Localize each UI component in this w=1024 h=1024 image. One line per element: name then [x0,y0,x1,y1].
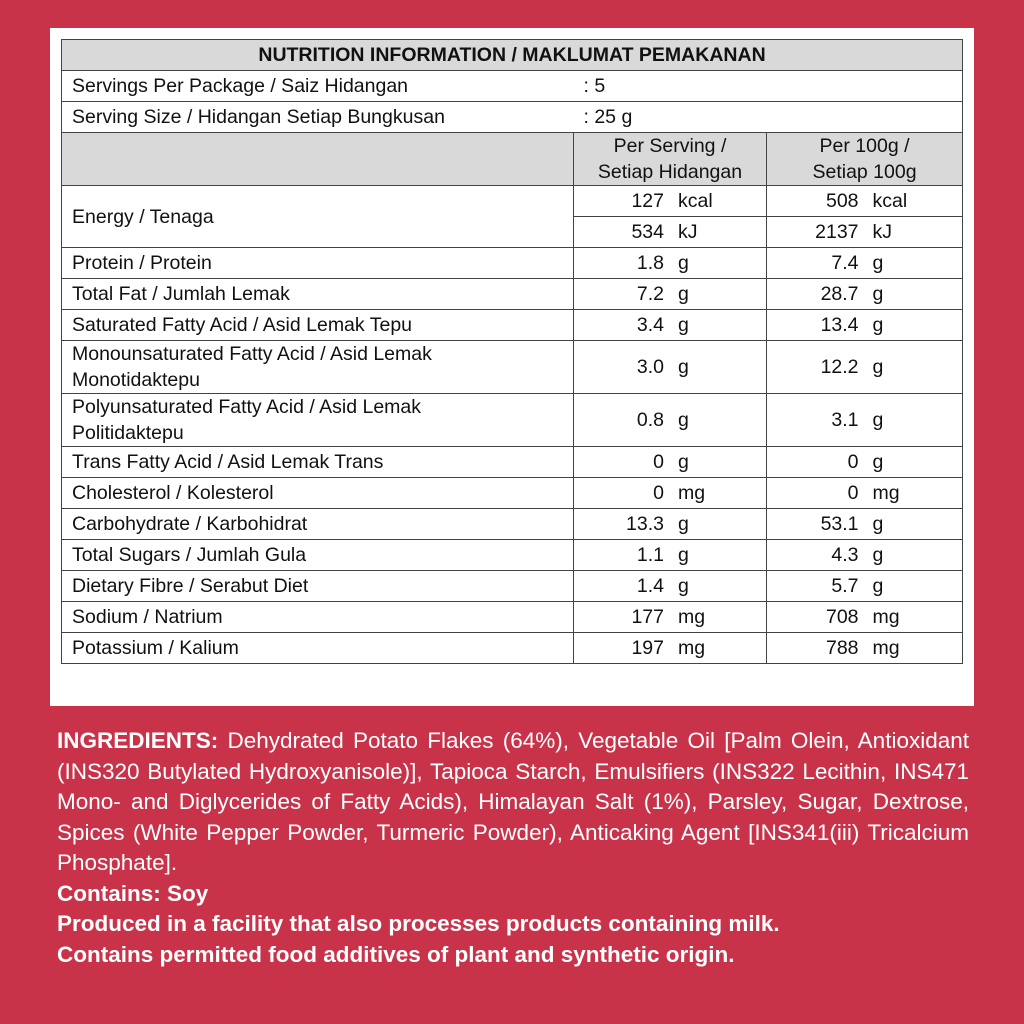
value-number: 2137 [815,221,859,243]
nutrition-table [61,39,963,664]
value-unit: mg [872,606,900,628]
energy-kcal-serving [574,186,767,217]
per-100g-cell [767,447,963,478]
col-header-per-serving [574,133,767,186]
value-unit: g [872,283,884,305]
table-row [62,571,963,602]
ingredients-paragraph [57,726,969,879]
nutrient-label [62,341,574,394]
value-unit: g [872,409,884,431]
per-100g-cell [767,394,963,447]
nutrient-label: Carbohydrate / Karbohidrat [62,509,574,540]
value-number: 0 [847,482,859,504]
per-100g-cell [767,478,963,509]
value-number: 13.3 [626,513,664,535]
per-100g-cell [767,633,963,664]
value-number: 3.0 [636,356,664,378]
per-serving-cell [574,633,767,664]
table-title: NUTRITION INFORMATION / MAKLUMAT PEMAKANAN [62,40,963,71]
ingredients-text: Dehydrated Potato Flakes (64%), Vegetable Oil [Palm Olein, Antioxidant (INS320 Butylated Hydroxyanisole)], Tapioca Starch, Emulsifiers (INS322 Lecithin, INS471 Mono- and Diglycerides of Fatty Acids), Himalayan Salt (1%), Parsley, Sugar, Dextrose, Spices (White Pepper Powder, Turmeric Powder), Anticaking Agent [INS341(iii) Tricalcium Phosphate]. [57,728,969,875]
col-header-per-100g [767,133,963,186]
value-unit: g [678,575,689,597]
ingredients-heading: INGREDIENTS: [57,728,219,753]
energy-kcal-100g [767,186,963,217]
per-serving-cell [574,310,767,341]
value-number: 0 [653,482,664,504]
value-number: 708 [825,606,859,628]
per-serving-cell [574,602,767,633]
value-unit: g [678,283,689,305]
value-number: 788 [825,637,859,659]
table-row [62,540,963,571]
per-100g-cell [767,248,963,279]
nutrient-label [62,394,574,447]
servings-per-package-label: Servings Per Package / Saiz Hidangan [62,71,574,102]
value-unit: kJ [872,221,893,243]
value-number: 1.1 [636,544,664,566]
table-row [62,341,963,394]
per-100g-cell [767,279,963,310]
value-unit: g [678,544,689,566]
value-unit: kcal [872,190,908,212]
table-row [62,633,963,664]
value-unit: kJ [678,221,698,243]
serving-size-value: : 25 g [574,102,963,133]
per-100g-cell [767,602,963,633]
nutrient-label-line1: Polyunsaturated Fatty Acid / Asid Lemak [72,396,422,418]
value-unit: g [678,356,689,378]
per-serving-cell [574,279,767,310]
nutrient-label: Trans Fatty Acid / Asid Lemak Trans [62,447,574,478]
value-number: 0 [653,451,664,473]
value-unit: g [872,544,884,566]
value-unit: g [678,314,689,336]
value-number: 28.7 [820,283,859,305]
table-row [62,478,963,509]
value-unit: mg [678,482,706,504]
value-number: 53.1 [820,513,859,535]
per-serving-cell [574,248,767,279]
nutrient-label: Total Sugars / Jumlah Gula [62,540,574,571]
col-header-per-serving-line1: Per Serving / [613,135,727,157]
col-header-per-100g-line2: Setiap 100g [812,161,917,183]
header-blank [62,133,574,186]
value-number: 12.2 [820,356,859,378]
table-row [62,394,963,447]
per-serving-cell [574,341,767,394]
per-100g-cell [767,571,963,602]
table-row [62,248,963,279]
nutrient-label: Potassium / Kalium [62,633,574,664]
facility-statement: Produced in a facility that also processes products containing milk. [57,911,780,936]
value-number: 7.4 [831,252,859,274]
nutrient-label-line2: Monotidaktepu [72,369,200,391]
value-number: 4.3 [831,544,859,566]
per-serving-cell [574,394,767,447]
serving-size-label: Serving Size / Hidangan Setiap Bungkusan [62,102,574,133]
energy-label: Energy / Tenaga [62,186,574,248]
table-row [62,602,963,633]
per-100g-cell [767,310,963,341]
nutrient-label: Saturated Fatty Acid / Asid Lemak Tepu [62,310,574,341]
value-unit: g [678,451,689,473]
per-100g-cell [767,540,963,571]
value-unit: g [678,409,689,431]
value-unit: mg [872,637,900,659]
per-serving-cell [574,509,767,540]
value-unit: mg [872,482,900,504]
value-unit: mg [678,637,706,659]
table-row [62,279,963,310]
table-row [62,447,963,478]
value-unit: g [872,252,884,274]
value-number: 127 [631,190,664,212]
col-header-per-100g-line1: Per 100g / [819,135,910,157]
servings-per-package-value: : 5 [574,71,963,102]
per-100g-cell [767,341,963,394]
value-unit: g [872,314,884,336]
value-unit: g [678,513,689,535]
nutrient-label-line2: Politidaktepu [72,422,184,444]
value-number: 3.1 [831,409,859,431]
nutrient-label: Dietary Fibre / Serabut Diet [62,571,574,602]
per-100g-cell [767,509,963,540]
value-number: 0.8 [636,409,664,431]
nutrient-label: Cholesterol / Kolesterol [62,478,574,509]
per-serving-cell [574,447,767,478]
per-serving-cell [574,478,767,509]
energy-kj-100g [767,217,963,248]
value-unit: g [678,252,689,274]
value-number: 13.4 [820,314,859,336]
value-number: 177 [631,606,664,628]
ingredients-block [57,726,969,970]
value-unit: kcal [678,190,713,212]
nutrition-panel [50,28,974,706]
nutrient-label: Protein / Protein [62,248,574,279]
nutrient-label: Total Fat / Jumlah Lemak [62,279,574,310]
value-number: 534 [631,221,664,243]
allergen-statement: Contains: Soy [57,880,209,906]
value-unit: g [872,513,884,535]
table-row [62,509,963,540]
nutrient-label-line1: Monounsaturated Fatty Acid / Asid Lemak [72,343,432,365]
per-serving-cell [574,571,767,602]
col-header-per-serving-line2: Setiap Hidangan [597,161,743,183]
value-unit: g [872,356,884,378]
table-row [62,310,963,341]
value-number: 3.4 [636,314,664,336]
value-number: 0 [847,451,859,473]
additives-statement: Contains permitted food additives of plant and synthetic origin. [57,941,735,967]
nutrient-label: Sodium / Natrium [62,602,574,633]
value-number: 197 [631,637,664,659]
per-serving-cell [574,540,767,571]
value-number: 7.2 [636,283,664,305]
value-unit: mg [678,606,706,628]
value-number: 1.4 [636,575,664,597]
value-unit: g [872,451,884,473]
value-unit: g [872,575,884,597]
value-number: 5.7 [831,575,859,597]
value-number: 508 [825,190,859,212]
energy-kj-serving [574,217,767,248]
value-number: 1.8 [636,252,664,274]
